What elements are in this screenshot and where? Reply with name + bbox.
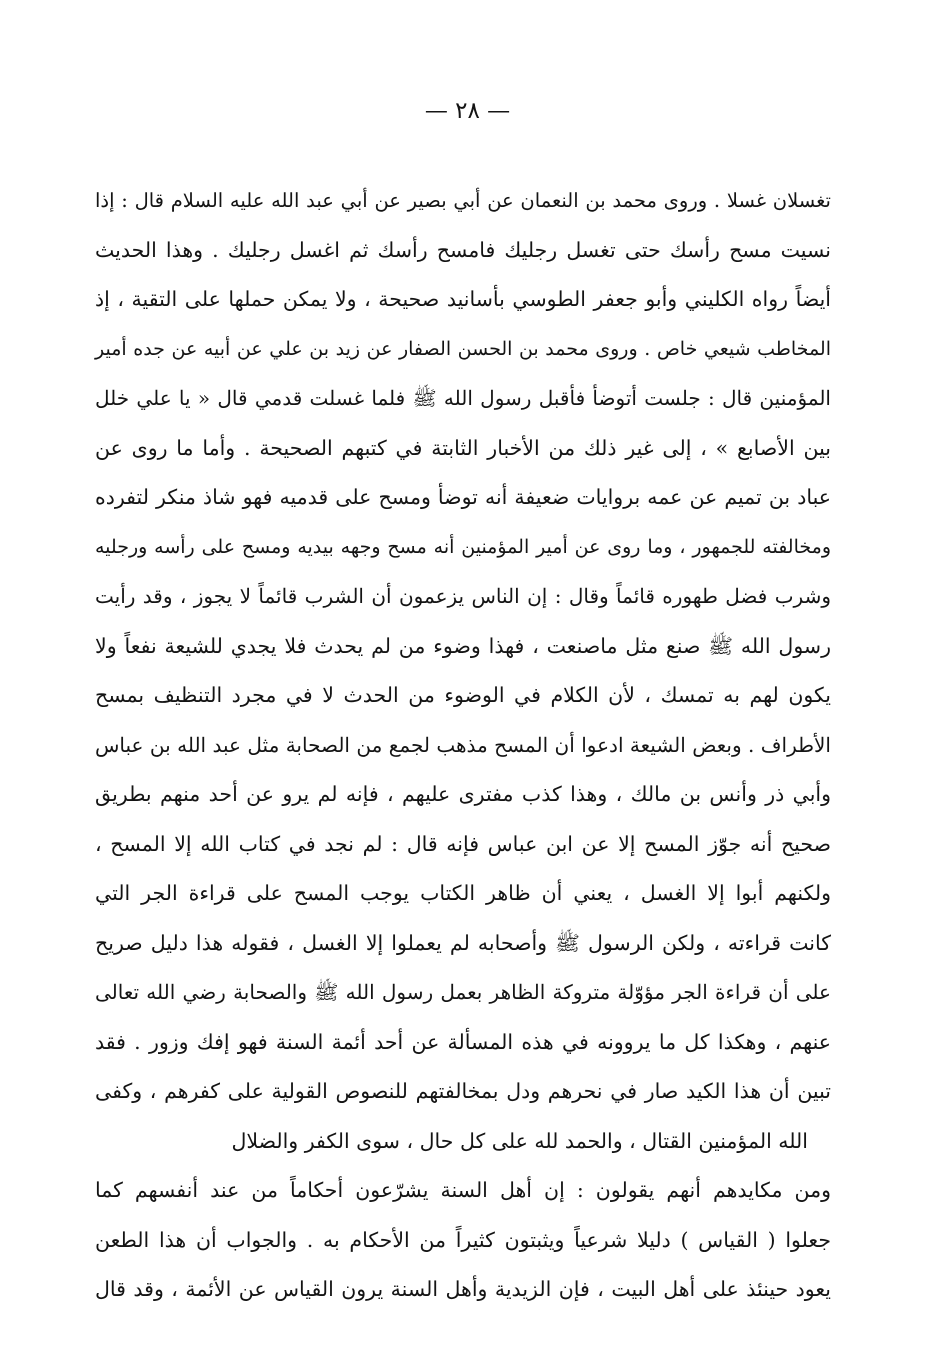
text-line: تبين أن هذا الكيد صار في نحرهم ودل بمخالفتهم للنصوص القولية على كفرهم ، وكفى (95, 1079, 831, 1103)
body-text (95, 176, 831, 1315)
text-line: الله المؤمنين القتال ، والحمد لله على كل حال ، سوى الكفر والضلال (231, 1128, 808, 1153)
page-number: — ٢٨ — (424, 98, 511, 124)
text-line: يعود حينئذ على أهل البيت ، فإن الزيدية وأهل السنة يرون القياس عن الأئمة ، وقد قال (95, 1277, 831, 1301)
text-line: رسول الله ﷺ صنع مثل ماصنعت ، فهذا وضوء من لم يحدث فلا يجدي للشيعة نفعاً ولا (95, 633, 831, 658)
text-line: على أن قراءة الجر مؤوّلة متروكة الظاهر بعمل رسول الله ﷺ والصحابة رضي الله تعالى (95, 980, 831, 1004)
paragraph-2 (95, 1166, 831, 1315)
text-line: ومخالفته للجمهور ، وما روى عن أمير المؤمنين أنه مسح وجهه بيديه ومسح على رأسه ورجليه (95, 535, 831, 558)
text-line: بين الأصابع » ، إلى غير ذلك من الأخبار الثابتة في كتبهم الصحيحة . وأما ما روى عن (95, 435, 831, 460)
text-line: صحيح أنه جوّز المسح إلا عن ابن عباس فإنه قال : لم نجد في كتاب الله إلا المسح ، (95, 831, 831, 856)
paragraph-1 (95, 176, 831, 1166)
text-line: أيضاً رواه الكليني وأبو جعفر الطوسي بأسانيد صحيحة ، ولا يمكن حملها على التقية ، إذ (95, 287, 831, 311)
text-line: وأبي ذر وأنس بن مالك ، وهذا كذب مفترى عليهم ، فإنه لم يرو عن أحد منهم بطريق (95, 782, 831, 806)
text-line: جعلوا ( القياس ) دليلا شرعياً ويثبتون كثيراً من الأحكام به . والجواب أن هذا الطعن (95, 1227, 831, 1252)
text-line: المخاطب شيعي خاص . وروى محمد بن الحسن الصفار عن زيد بن علي عن أبيه عن جده أمير (95, 337, 831, 360)
text-line: وشرب فضل طهوره قائماً وقال : إن الناس يزعمون أن الشرب قائماً لا يجوز ، وقد رأيت (95, 584, 831, 608)
text-line: عباد بن تميم عن عمه بروايات ضعيفة أنه توضأ ومسح على قدميه فهو شاذ منكر لتفرده (95, 485, 831, 509)
text-line: ومن مكايدهم أنهم يقولون : إن أهل السنة يشرّعون أحكاماً من عند أنفسهم كما (95, 1178, 831, 1202)
text-line: الأطراف . وبعض الشيعة ادعوا أن المسح مذهب لجمع من الصحابة مثل عبد الله بن عباس (95, 732, 831, 757)
text-line: كانت قراءته ، ولكن الرسول ﷺ وأصحابه لم يعملوا إلا الغسل ، فقوله هذا دليل صريح (95, 930, 831, 955)
text-line: ولكنهم أبوا إلا الغسل ، يعني أن ظاهر الكتاب يوجب المسح على قراءة الجر التي (95, 881, 831, 905)
text-line: المؤمنين قال : جلست أتوضأ فأقبل رسول الله ﷺ فلما غسلت قدمي قال « يا علي خلل (95, 386, 831, 410)
text-line: يكون لهم به تمسك ، لأن الكلام في الوضوء من الحدث لا في مجرد التنظيف بمسح (95, 683, 831, 707)
text-line: نسيت مسح رأسك حتى تغسل رجليك فامسح رأسك ثم اغسل رجليك . وهذا الحديث (95, 237, 831, 262)
text-line: تغسلان غسلا . وروى محمد بن النعمان عن أبي بصير عن أبي عبد الله عليه السلام قال : إذا (95, 189, 831, 212)
text-line: عنهم ، وهكذا كل ما يروونه في هذه المسألة عن أحد أئمة السنة فهو إفك وزور . فقد (95, 1029, 831, 1054)
